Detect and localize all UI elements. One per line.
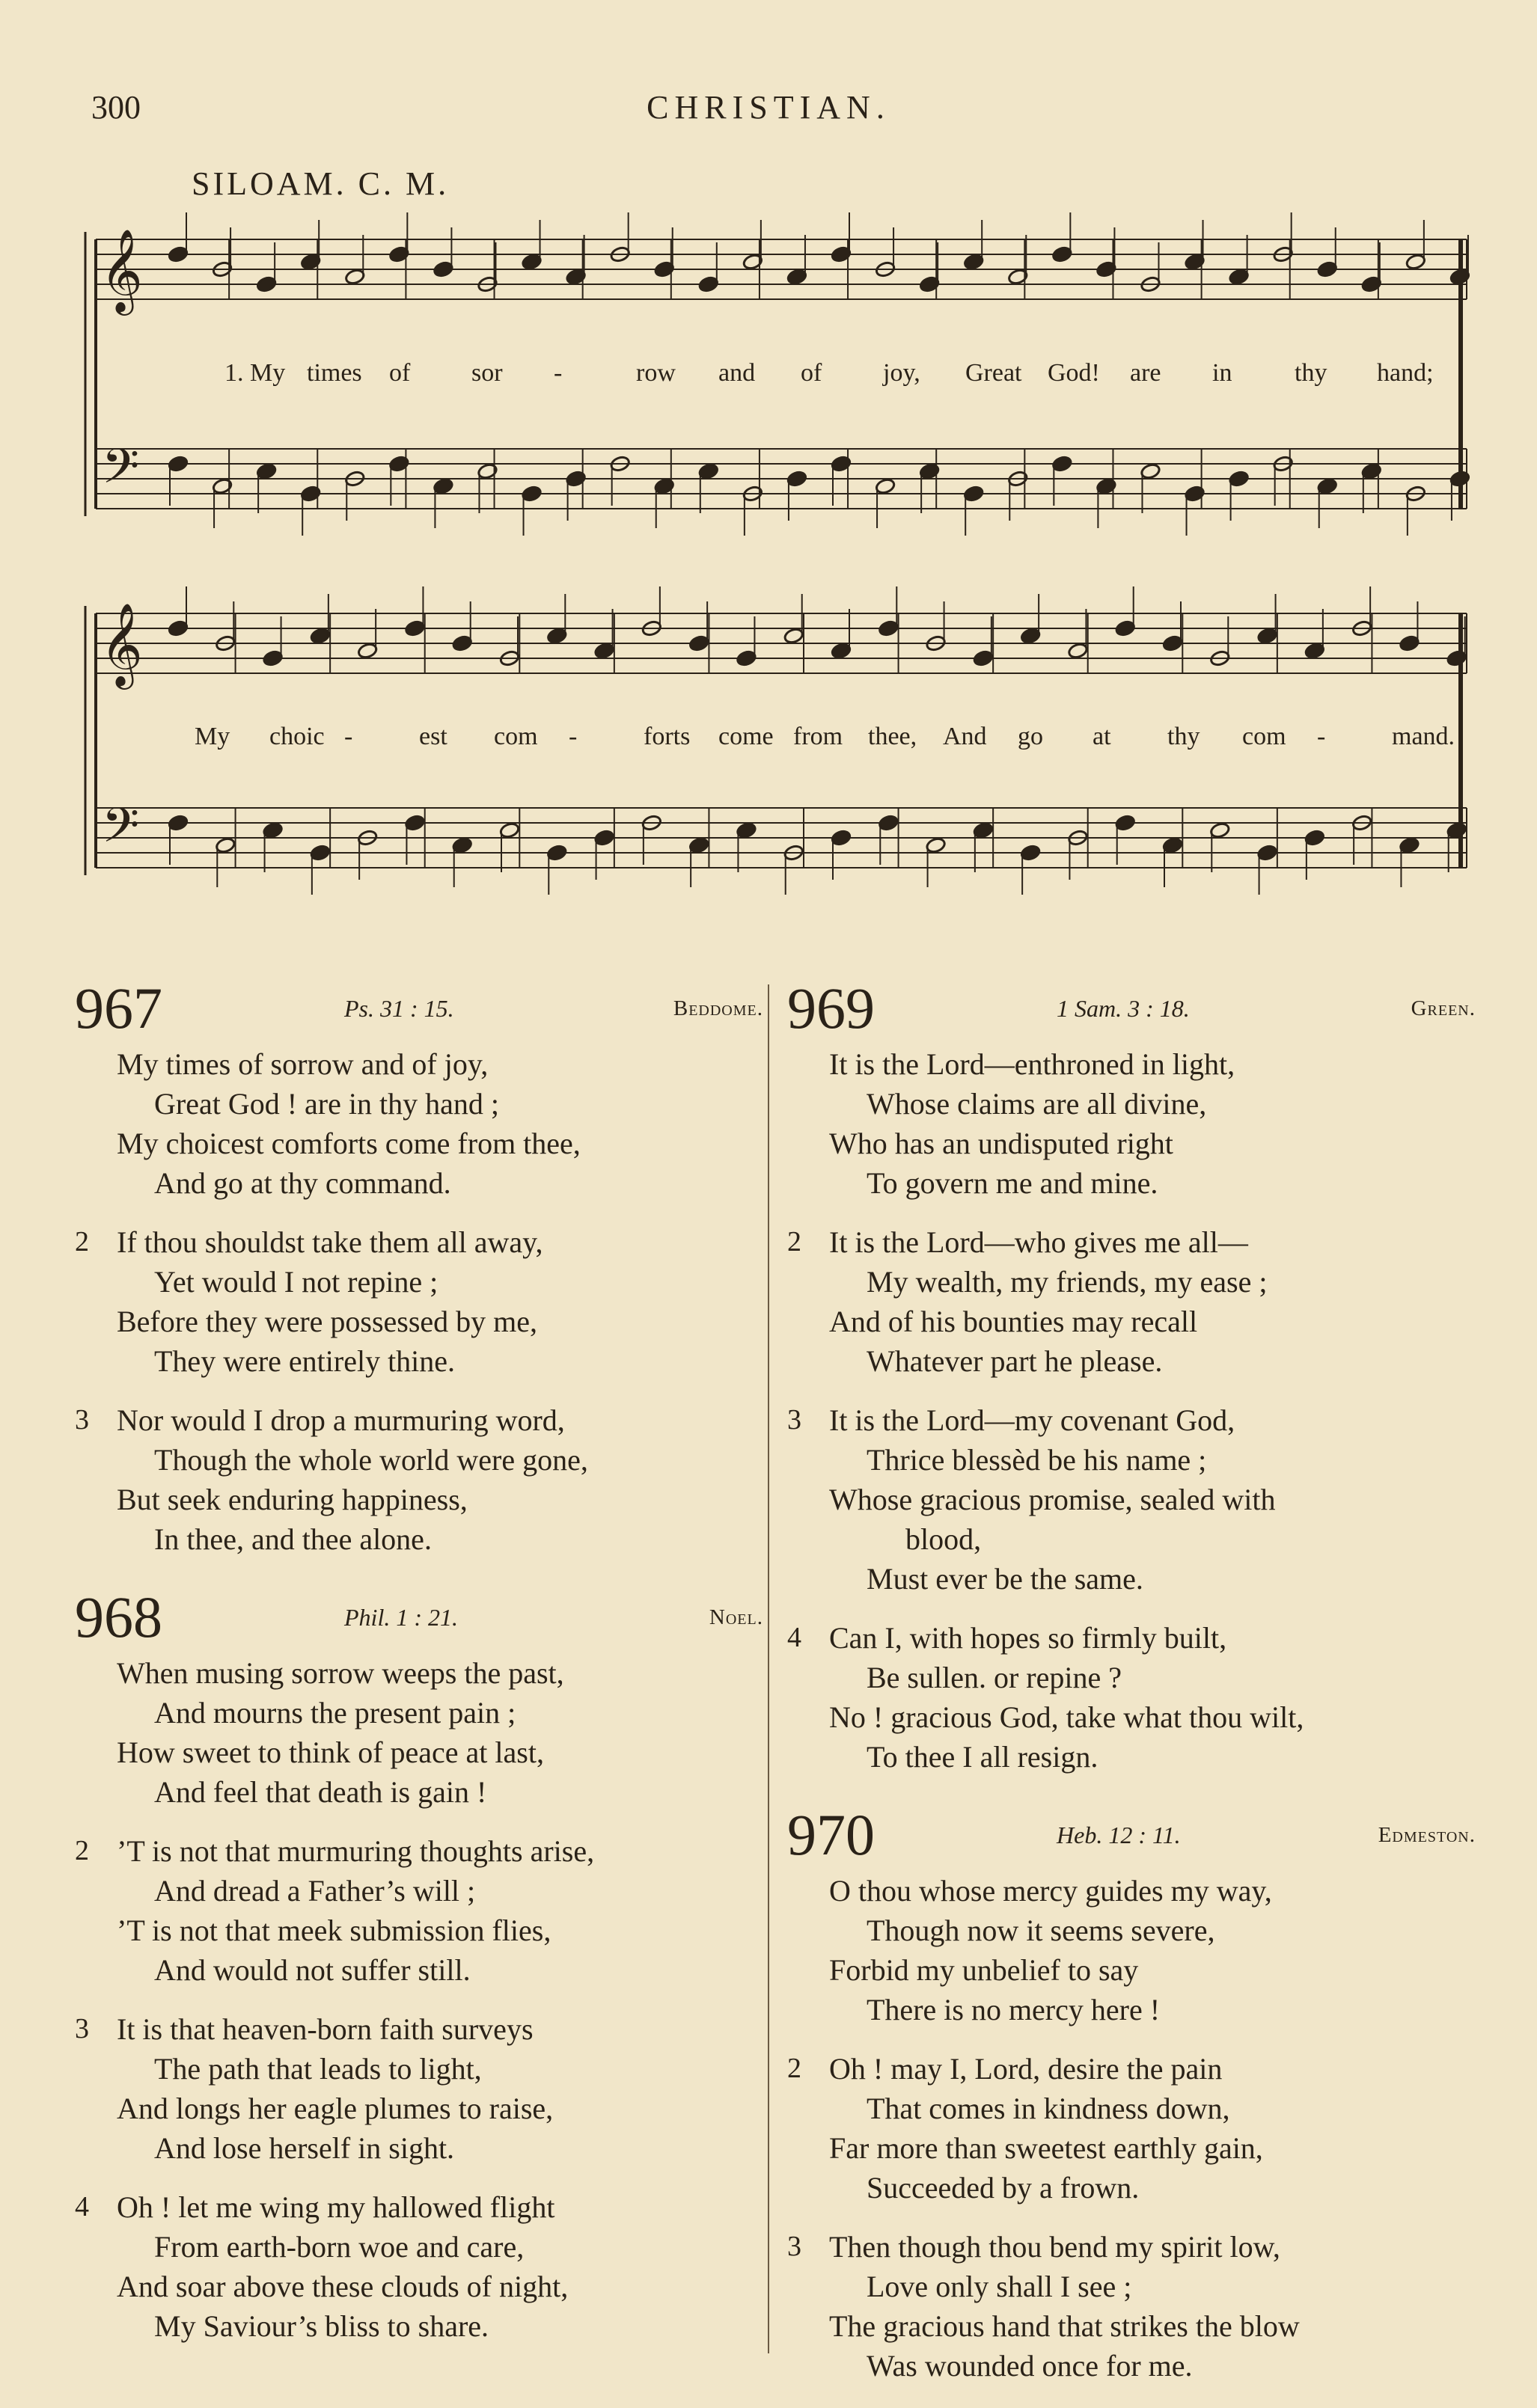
- music-lyric-word: in: [1212, 359, 1232, 387]
- system-2-note-head: [1020, 844, 1041, 861]
- system-2-note-head: [783, 627, 804, 644]
- verse-line: My times of sorrow and of joy,: [117, 1047, 489, 1081]
- verse-line: No ! gracious God, take what thou wilt,: [829, 1700, 1304, 1734]
- system-2-note-head: [404, 814, 425, 831]
- music-lyric-word: go: [1018, 723, 1043, 750]
- system-2-note-head: [594, 829, 615, 846]
- verse-line: And longs her eagle plumes to raise,: [117, 2092, 554, 2125]
- stanza-3: [787, 2227, 1483, 2386]
- system-1-note-head: [168, 245, 189, 263]
- system-2-treble-clef-icon: 𝄞: [100, 602, 143, 686]
- verse-line: And lose herself in sight.: [154, 2131, 455, 2165]
- verse-line: Succeeded by a frown.: [867, 2171, 1140, 2205]
- stanza-3: [75, 1400, 771, 1559]
- music-lyric-word: thee,: [868, 723, 917, 750]
- left-column: [75, 972, 771, 2368]
- verse-line: How sweet to think of peace at last,: [117, 1735, 544, 1769]
- music-lyric-word: are: [1130, 359, 1161, 387]
- verse-line: Nor would I drop a murmuring word,: [117, 1403, 565, 1437]
- music-lyric-word: 1. My: [224, 359, 286, 387]
- system-2-note-head: [594, 642, 615, 659]
- verse-line: Far more than sweetest earthly gain,: [829, 2131, 1263, 2165]
- verse-line: And go at thy command.: [154, 1166, 451, 1200]
- system-2-note-head: [1446, 649, 1467, 667]
- verse-line: Must ever be the same.: [867, 1562, 1143, 1596]
- verse-line: And soar above these clouds of night,: [117, 2270, 569, 2303]
- hymn-969-head: [787, 972, 1483, 1044]
- system-2-note-head: [263, 821, 284, 839]
- system-2-note-head: [1446, 821, 1467, 839]
- hymn-968: [75, 1581, 771, 2346]
- system-1-note-head: [698, 275, 719, 292]
- verse-line: Oh ! let me wing my hallowed flight: [117, 2190, 555, 2224]
- tune-title: SILOAM. C. M.: [192, 165, 450, 202]
- system-1-note-head: [1405, 253, 1426, 270]
- verse-line: To thee I all resign.: [867, 1740, 1098, 1774]
- verse-line: Though the whole world were gone,: [154, 1443, 588, 1477]
- right-column: [787, 972, 1483, 2408]
- hymn-number: 968: [75, 1584, 162, 1649]
- system-1-note-head: [1317, 260, 1338, 278]
- music-lyric-word: of: [389, 359, 411, 387]
- music-lyric-word: times: [307, 359, 362, 387]
- system-1-note-head: [1229, 268, 1250, 285]
- system-1-note-head: [433, 477, 453, 494]
- running-head: CHRISTIAN.: [647, 89, 890, 126]
- verse-line: Can I, with hopes so firmly built,: [829, 1621, 1227, 1655]
- system-1-note-head: [698, 462, 719, 480]
- system-2-note-head: [831, 642, 852, 659]
- music-lyric-word: and: [718, 359, 756, 387]
- music-lyric-word: from: [793, 723, 843, 750]
- system-2-note-head: [357, 642, 378, 659]
- system-1-note-head: [168, 455, 189, 472]
- verse-line: From earth-born woe and care,: [154, 2230, 525, 2264]
- system-2-note-head: [736, 649, 757, 667]
- verse-line: And mourns the present pain ;: [154, 1696, 516, 1730]
- system-2-note-head: [973, 649, 994, 667]
- system-2-note-head: [215, 836, 236, 854]
- system-2-note-head: [1067, 642, 1088, 659]
- hymn-number: 967: [75, 975, 162, 1041]
- verse-line: Who has an undisputed right: [829, 1127, 1173, 1160]
- verse-line: That comes in kindness down,: [867, 2092, 1230, 2125]
- system-2-note-head: [1304, 642, 1325, 659]
- system-1-note-head: [1051, 455, 1072, 472]
- music-lyric-word: My: [195, 723, 230, 750]
- music-lyric-word: -: [344, 723, 353, 750]
- verse-line: And dread a Father’s will ;: [154, 1874, 476, 1908]
- system-2-note-head: [499, 821, 520, 839]
- music-lyric-word: sor: [471, 359, 503, 387]
- system-1-note-head: [1051, 245, 1072, 263]
- system-1-note-head: [256, 462, 277, 480]
- system-1-note-head: [522, 485, 543, 502]
- verse-line: blood,: [905, 1522, 982, 1556]
- stanza-1: [75, 1044, 771, 1203]
- verse-line: There is no mercy here !: [867, 1993, 1161, 2026]
- verse-line: And of his bounties may recall: [829, 1305, 1198, 1338]
- hymn-970-head: [787, 1799, 1483, 1871]
- system-1-bass-clef-icon: 𝄢: [102, 439, 140, 506]
- scripture-reference: Heb. 12 : 11.: [1057, 1822, 1181, 1848]
- system-2-bass-clef-icon: 𝄢: [102, 798, 140, 866]
- music-lyric-word: forts: [644, 723, 691, 750]
- stanza-number: 2: [75, 1226, 89, 1257]
- music-lyric-word: joy,: [883, 359, 920, 387]
- system-2-note-head: [926, 836, 947, 854]
- verse-line: Oh ! may I, Lord, desire the pain: [829, 2052, 1223, 2086]
- verse-line: If thou shouldst take them all away,: [117, 1225, 543, 1259]
- system-2-note-head: [1304, 829, 1325, 846]
- music-lyric-word: God!: [1048, 359, 1100, 387]
- music-score: [0, 0, 1537, 928]
- stanza-number: 4: [787, 1622, 801, 1653]
- system-2-note-head: [452, 836, 473, 854]
- stanza-3: [75, 2009, 771, 2168]
- verse-line: Whose claims are all divine,: [867, 1087, 1207, 1121]
- verse-line: In thee, and thee alone.: [154, 1522, 432, 1556]
- hymn-968-head: [75, 1581, 771, 1653]
- verse-line: My wealth, my friends, my ease ;: [867, 1265, 1268, 1299]
- music-lyric-word: est: [419, 723, 447, 750]
- music-lyric-word: at: [1093, 723, 1111, 750]
- verse-line: Before they were possessed by me,: [117, 1305, 538, 1338]
- verse-line: And feel that death is gain !: [154, 1775, 487, 1809]
- stanza-1: [787, 1044, 1483, 1203]
- music-lyric-word: -: [1317, 723, 1326, 750]
- hymn-author: Noel.: [709, 1605, 763, 1629]
- scripture-reference: 1 Sam. 3 : 18.: [1057, 995, 1190, 1022]
- music-lyric-word: thy: [1167, 723, 1200, 750]
- system-2-note-head: [1162, 634, 1183, 652]
- verse-line: When musing sorrow weeps the past,: [117, 1656, 564, 1690]
- verse-line: My Saviour’s bliss to share.: [154, 2309, 489, 2343]
- system-1-note-head: [522, 253, 543, 270]
- hymn-967-head: [75, 972, 771, 1044]
- system-1-note-head: [433, 260, 453, 278]
- system-2-note-head: [736, 821, 757, 839]
- system-2-note-head: [168, 619, 189, 637]
- verse-line: Though now it seems severe,: [867, 1914, 1215, 1947]
- system-1-note-head: [963, 253, 984, 270]
- stanza-3: [787, 1400, 1483, 1599]
- music-lyrics-line-2: [0, 723, 1537, 760]
- system-2-note-head: [1115, 814, 1136, 831]
- verse-line: Great God ! are in thy hand ;: [154, 1087, 499, 1121]
- system-2-note-head: [1020, 627, 1041, 644]
- system-1-note-head: [256, 275, 277, 292]
- stanza-number: 2: [787, 1226, 801, 1257]
- stanza-2: [75, 1222, 771, 1381]
- system-1-note-head: [786, 470, 807, 487]
- system-2-note-head: [831, 829, 852, 846]
- hymn-967: [75, 972, 771, 1559]
- system-2-note-head: [452, 634, 473, 652]
- verse-line: Then though thou bend my spirit low,: [829, 2230, 1280, 2264]
- hymn-author: Beddome.: [673, 996, 763, 1020]
- verse-line: ’T is not that meek submission flies,: [117, 1914, 551, 1947]
- system-2-note-head: [1115, 619, 1136, 637]
- verse-line: The path that leads to light,: [154, 2052, 482, 2086]
- music-lyric-word: com: [1242, 723, 1286, 750]
- verse-line: ’T is not that murmuring thoughts arise,: [117, 1834, 595, 1868]
- music-lyric-word: com: [494, 723, 538, 750]
- stanza-number: 2: [787, 2053, 801, 2084]
- hymn-author: Edmeston.: [1378, 1823, 1476, 1847]
- stanza-1: [787, 1871, 1483, 2029]
- system-2-note-head: [1257, 844, 1278, 861]
- verse-line: Love only shall I see ;: [867, 2270, 1132, 2303]
- verse-line: Be sullen. or repine ?: [867, 1661, 1122, 1694]
- verse-line: It is that heaven-born faith surveys: [117, 2012, 534, 2046]
- verse-line: And would not suffer still.: [154, 1953, 471, 1987]
- verse-line: Forbid my unbelief to say: [829, 1953, 1139, 1987]
- system-1-note-head: [344, 268, 365, 285]
- verse-line: Thrice blessèd be his name ;: [867, 1443, 1207, 1477]
- system-1-treble-clef-icon: 𝄞: [100, 228, 143, 312]
- stanza-2: [787, 2049, 1483, 2208]
- music-lyric-word: -: [554, 359, 563, 387]
- system-2-note-head: [1162, 836, 1183, 854]
- stanza-number: 3: [75, 1404, 89, 1436]
- system-2-note-head: [310, 627, 331, 644]
- stanza-number: 3: [787, 2231, 801, 2262]
- verse-line: Whatever part he please.: [867, 1344, 1163, 1378]
- system-2-note-head: [878, 619, 899, 637]
- verse-line: My choicest comforts come from thee,: [117, 1127, 581, 1160]
- system-2-note-head: [546, 844, 567, 861]
- music-lyric-word: come: [718, 723, 774, 750]
- music-lyric-word: thy: [1295, 359, 1327, 387]
- music-lyric-word: Great: [965, 359, 1022, 387]
- stanza-1: [75, 1653, 771, 1812]
- stanza-number: 2: [75, 1835, 89, 1866]
- system-2-note-head: [1257, 627, 1278, 644]
- scripture-reference: Phil. 1 : 21.: [344, 1604, 458, 1631]
- verse-line: Whose gracious promise, sealed with: [829, 1483, 1276, 1516]
- verse-line: But seek enduring happiness,: [117, 1483, 468, 1516]
- system-1-note-head: [1140, 462, 1161, 480]
- system-2-note-head: [688, 836, 709, 854]
- verse-line: O thou whose mercy guides my way,: [829, 1874, 1272, 1908]
- verse-line: Was wounded once for me.: [867, 2349, 1193, 2383]
- system-2-note-head: [1399, 634, 1420, 652]
- system-1-note-head: [1317, 477, 1338, 494]
- verse-line: It is the Lord—my covenant God,: [829, 1403, 1235, 1437]
- system-2-note-head: [973, 821, 994, 839]
- verse-line: To govern me and mine.: [867, 1166, 1158, 1200]
- music-lyric-word: -: [569, 723, 578, 750]
- verse-line: Yet would I not repine ;: [154, 1265, 439, 1299]
- music-lyric-word: And: [943, 723, 987, 750]
- system-1-note-head: [963, 485, 984, 502]
- verse-line: It is the Lord—enthroned in light,: [829, 1047, 1235, 1081]
- system-2-note-head: [1209, 821, 1230, 839]
- music-lyrics-line-1: [0, 359, 1537, 396]
- stanza-number: 3: [75, 2013, 89, 2044]
- system-1-note-head: [786, 268, 807, 285]
- verse-line: They were entirely thine.: [154, 1344, 456, 1378]
- system-2-note-head: [1399, 836, 1420, 854]
- stanza-4: [787, 1618, 1483, 1777]
- system-2-note-head: [688, 634, 709, 652]
- system-2-note-head: [404, 619, 425, 637]
- verse-line: The gracious hand that strikes the blow: [829, 2309, 1300, 2343]
- stanza-2: [787, 1222, 1483, 1381]
- music-lyric-word: mand.: [1392, 723, 1455, 750]
- music-lyric-word: of: [801, 359, 822, 387]
- music-lyric-word: choic: [269, 723, 325, 750]
- music-lyric-word: hand;: [1377, 359, 1434, 387]
- system-2-note-head: [310, 844, 331, 861]
- hymn-969: [787, 972, 1483, 1777]
- system-2-note-head: [546, 627, 567, 644]
- hymn-970: [787, 1799, 1483, 2386]
- system-2-note-head: [878, 814, 899, 831]
- system-2-note-head: [168, 814, 189, 831]
- music-lyric-word: row: [636, 359, 676, 387]
- system-1-note-head: [875, 477, 896, 494]
- hymn-author: Green.: [1411, 996, 1476, 1020]
- stanza-number: 4: [75, 2191, 89, 2222]
- hymn-number: 969: [787, 975, 875, 1041]
- system-2-note-head: [263, 649, 284, 667]
- stanza-2: [75, 1831, 771, 1990]
- verse-line: It is the Lord—who gives me all—: [829, 1225, 1248, 1259]
- system-1-note-head: [1229, 470, 1250, 487]
- stanza-4: [75, 2187, 771, 2346]
- page-number: 300: [91, 89, 141, 126]
- scripture-reference: Ps. 31 : 15.: [344, 995, 454, 1022]
- stanza-number: 3: [787, 1404, 801, 1436]
- hymn-number: 970: [787, 1802, 875, 1867]
